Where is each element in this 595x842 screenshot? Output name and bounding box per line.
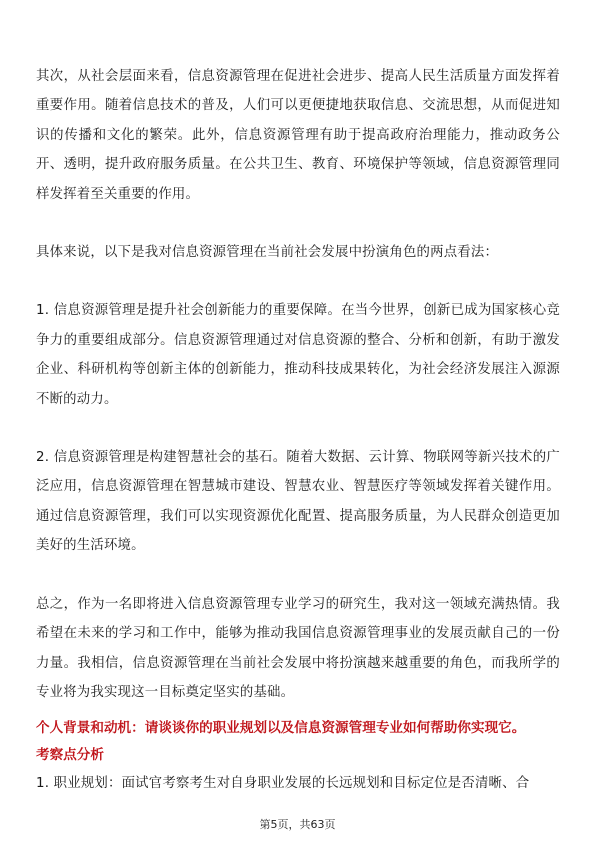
spacer bbox=[36, 209, 560, 238]
paragraph-conclusion: 总之，作为一名即将进入信息资源管理专业学习的研究生，我对这一领域充满热情。我希望在未来的学习和工作中，能够为推动我国信息资源管理事业的发展贡献自己的一份力量。我相信，信息资源管理在当前社会发展中将扮演越来越重要的角色，而我所学的专业将为我实现这一目标奠定坚实的基础。 bbox=[36, 596, 560, 700]
question-heading: 个人背景和动机：请谈谈你的职业规划以及信息资源管理专业如何帮助你实现它。 bbox=[36, 720, 526, 737]
spacer bbox=[36, 561, 560, 590]
document-body bbox=[36, 62, 560, 799]
analysis-heading: 考察点分析 bbox=[36, 747, 104, 764]
list-item-career-plan: 1. 职业规划：面试官考察考生对自身职业发展的长远规划和目标定位是否清晰、合 bbox=[36, 776, 530, 792]
paragraph-point-1: 1. 信息资源管理是提升社会创新能力的重要保障。在当今世界，创新已成为国家核心竞争力的重要组成部分。信息资源管理通过对信息资源的整合、分析和创新，有助于激发企业、科研机构等创新主体的创新能力，推动科技成果转化，为社会经济发展注入源源不断的动力。 bbox=[36, 303, 560, 407]
spacer bbox=[36, 414, 560, 443]
paragraph-social-level: 其次，从社会层面来看，信息资源管理在促进社会进步、提高人民生活质量方面发挥着重要作用。随着信息技术的普及，人们可以更便捷地获取信息、交流思想，从而促进知识的传播和文化的繁荣。此外，信息资源管理有助于提高政府治理能力，推动政务公开、透明，提升政府服务质量。在公共卫生、教育、环境保护等领域，信息资源管理同样发挥着至关重要的作用。 bbox=[36, 69, 560, 202]
paragraph-point-2: 2. 信息资源管理是构建智慧社会的基石。随着大数据、云计算、物联网等新兴技术的广泛应用，信息资源管理在智慧城市建设、智慧农业、智慧医疗等领域发挥着关键作用。通过信息资源管理，我们可以实现资源优化配置、提高服务质量，为人民群众创造更加美好的生活环境。 bbox=[36, 450, 560, 554]
page-number: 第5页，共63页 bbox=[259, 818, 336, 831]
paragraph-intro-views: 具体来说，以下是我对信息资源管理在当前社会发展中扮演角色的两点看法： bbox=[36, 245, 499, 261]
spacer bbox=[36, 267, 560, 296]
spacer bbox=[36, 707, 560, 715]
